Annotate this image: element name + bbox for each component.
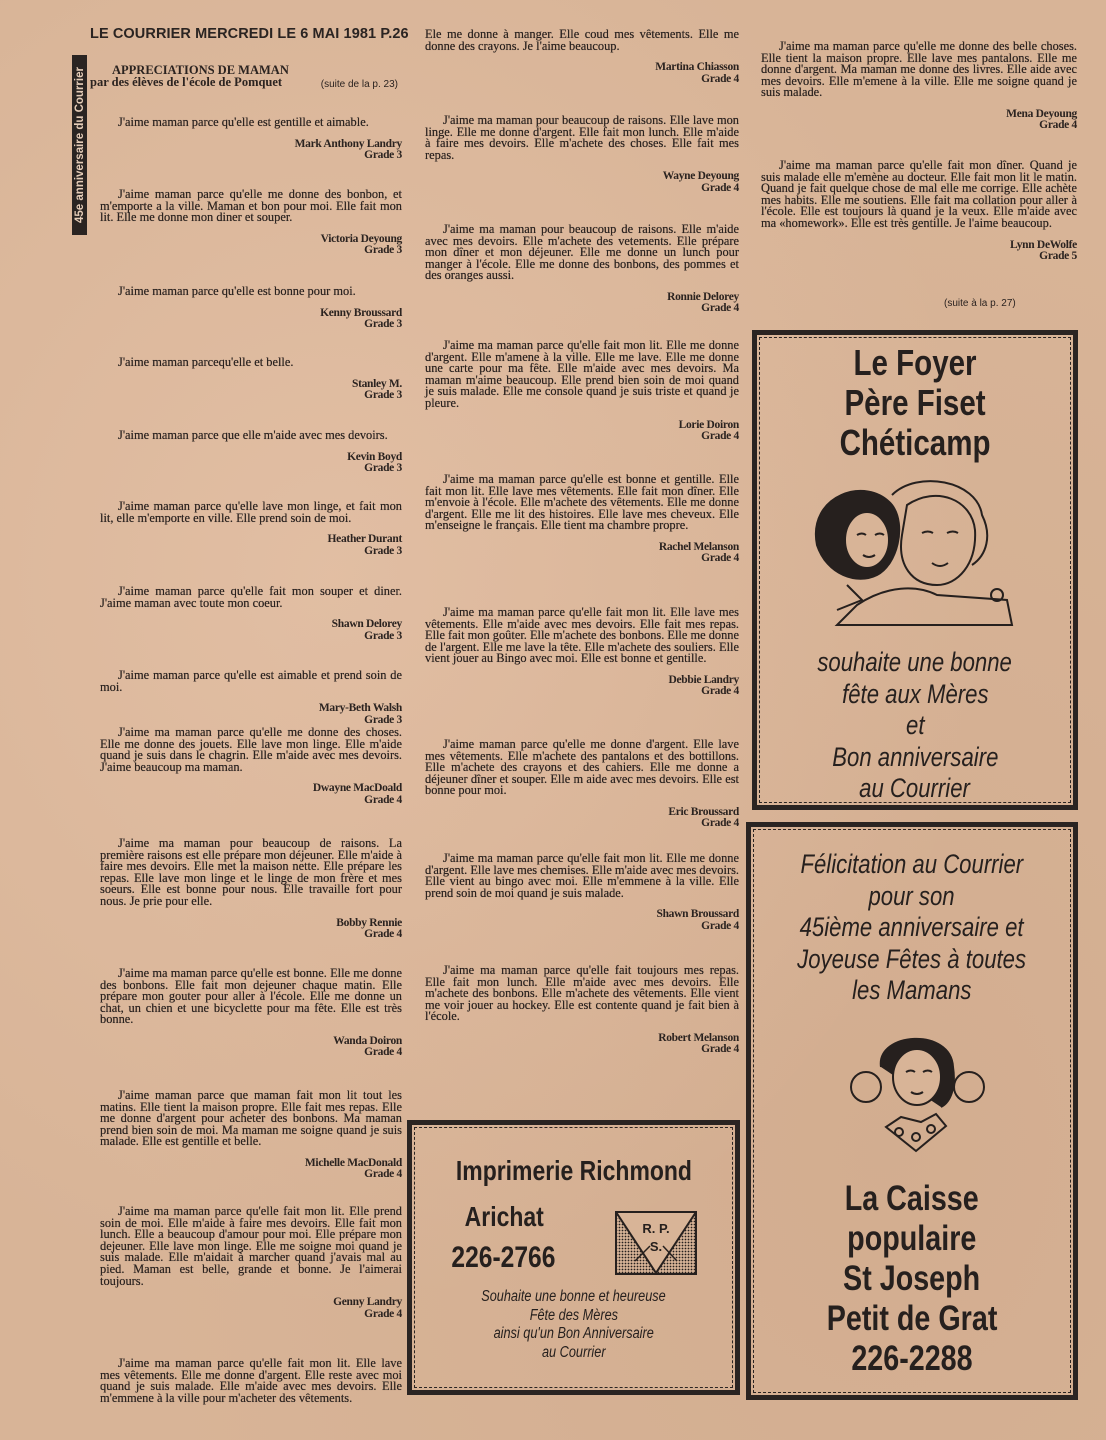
caisse-phone: 226-2288 [851, 1339, 973, 1378]
student-name: Victoria Deyoung [320, 232, 402, 245]
foyer-message-line: et [905, 710, 925, 740]
letter-signature [100, 379, 402, 402]
letter-entry [100, 286, 402, 331]
letter-entry [100, 1358, 402, 1404]
letter-signature [425, 171, 739, 194]
student-name: Stanley M. [351, 377, 402, 390]
letter-text: J'aime maman parce qu'elle me donne des bonbon, et m'emporte a la ville. Maman et bon pour moi. Elle fait mon lit. Elle me donne mon diner et souper. [100, 187, 402, 225]
ad-caisse-populaire [746, 822, 1078, 1400]
student-name: Heather Durant [327, 533, 402, 546]
student-name: Shawn Delorey [331, 618, 402, 631]
letter-signature [100, 918, 402, 941]
letter-entry [425, 115, 739, 194]
letter-entry [100, 501, 402, 557]
letter-signature [425, 62, 739, 85]
letter-text: J'aime maman parcequ'elle et belle. [118, 355, 294, 369]
student-grade: Grade 4 [364, 1307, 402, 1320]
student-grade: Grade 4 [701, 552, 739, 565]
student-grade: Grade 4 [364, 928, 402, 941]
student-grade: Grade 3 [364, 389, 402, 402]
letter-signature [425, 420, 739, 443]
letter-text: J'aime maman parce que elle m'aide avec mes devoirs. [118, 428, 388, 442]
caisse-name-line: St Joseph [843, 1259, 981, 1298]
student-grade: Grade 4 [701, 181, 739, 194]
letter-text: J'aime ma maman parce qu'elle fait mon lit. Elle me donne d'argent. Elle m'amene à la ville. Elle me lave. Elle me donne une carte pour ma fête. Elle m'aide avec mes devoirs. Ma maman m'aime beaucoup. Elle prend bien soin de moi quand je suis malade. Elle me console quand je suis triste et quand je pleure. [425, 338, 739, 410]
letter-entry [100, 1206, 402, 1320]
foyer-message-line: fête aux Mères [841, 678, 989, 709]
foyer-title [757, 343, 1073, 463]
letter-signature [100, 703, 402, 726]
student-grade: Grade 4 [364, 793, 402, 806]
letter-text: J'aime ma maman parce qu'elle est bonne. Elle me donne des bonbons. Elle fait mon dejeuner chaque matin. Elle prépare mon gouter pour aller à l'école. Elle me donne un chat, un chien et une bicyclette pour ma fête. Elle est très bonne. [100, 966, 402, 1027]
letter-text: J'aime maman parce qu'elle me donne d'argent. Elle lave mes vêtements. Elle m'achete des pantalons et des bottillons. Elle m'achete des crayons et des cahiers. Elle me donne a déjeuner dîner et souper. Elle m aide avec mes devoirs. Elle est bonne pour moi. [425, 737, 739, 798]
student-name: Lorie Doiron [678, 418, 739, 431]
imprimerie-message-line: Fête des Mères [529, 1306, 618, 1324]
letter-signature [100, 308, 402, 331]
student-name: Wanda Doiron [333, 1034, 402, 1047]
letter-signature [100, 139, 402, 162]
letter-entry [100, 117, 402, 162]
foyer-message [757, 647, 1073, 805]
student-name: Debbie Landry [668, 673, 739, 686]
student-grade: Grade 4 [364, 1168, 402, 1181]
student-grade: Grade 4 [701, 72, 739, 85]
student-name: Eric Broussard [668, 805, 739, 818]
letter-signature [425, 909, 739, 932]
caisse-message-line: 45ième anniversaire et [800, 912, 1024, 942]
caisse-name-line: populaire [847, 1219, 977, 1258]
student-grade: Grade 3 [364, 544, 402, 557]
letter-text: J'aime ma maman pour beaucoup de raisons. Elle m'aide avec mes devoirs. Elle m'achete des vetements. Elle prépare mon dîner et mon déjeuner. Elle me donne un lunch pour manger à l'école. Elle me donne des bonbons, des pommes et des oranges aussi. [425, 222, 739, 283]
student-grade: Grade 3 [364, 149, 402, 162]
letter-text: J'aime maman parce qu'elle est gentille et aimable. [118, 115, 369, 129]
imprimerie-name: Imprimerie Richmond [455, 1155, 692, 1186]
rps-logo [615, 1211, 697, 1275]
caisse-message-line: les Mamans [852, 975, 972, 1005]
letter-entry [425, 853, 739, 932]
letter-entry [761, 160, 1077, 263]
letter-entry [425, 340, 739, 443]
student-grade: Grade 4 [701, 1043, 739, 1056]
letter-text: J'aime maman parce qu'elle fait mon souper et diner. J'aime maman avec toute mon coeur. [100, 584, 402, 610]
letter-text: J'aime ma maman pour beaucoup de raisons. La première raisons est elle prépare mon déjeuner. Elle m'aide à faire mes devoirs. Elle met la maison nette. Elle prépare les repas. Elle lave mon linge et le linge de mon frère et mes soeurs. Elle est bonne pour nous. Elle travaille fort pour nous. Je prie pour elle. [100, 836, 402, 908]
letter-entry [100, 189, 402, 257]
continued-to: (suite à la p. 27) [944, 298, 1016, 309]
imprimerie-message-line: au Courrier [541, 1343, 606, 1361]
caisse-message [751, 849, 1073, 1007]
masthead: LE COURRIER MERCREDI LE 6 MAI 1981 P.26 [90, 26, 409, 42]
letter-signature [425, 807, 739, 830]
letter-text: J'aime ma maman parce qu'elle fait mon lit. Elle prend soin de moi. Elle m'aide à faire mes devoirs. Elle fait mon lunch. Elle a beaucoup d'amour pour moi. Elle prépare mon dejeuner. Elle lave mon linge. Elle me soigne moi quand je suis malade. Elle m'aidait à marcher quand j'avais mal au pied. Maman est belle, grande et bonne. Je l'aimerai toujours. [100, 1204, 402, 1288]
letter-entry [425, 29, 739, 85]
letter-text: J'aime ma maman parce qu'elle est bonne et gentille. Elle fait mon lit. Elle lave mes vêtements. Elle fait mon dîner. Elle m'envoie à l'école. Elle m'achete des vêtements. Elle me donne d'argent. Elle me lit des histoires. Elle lave mes cheveux. Elle m'enseigne le français. Elle tient ma chambre propre. [425, 472, 739, 533]
ad-le-foyer [752, 330, 1078, 810]
letter-entry [761, 41, 1077, 132]
caisse-name-line: La Caisse [844, 1179, 980, 1218]
letter-signature [100, 1297, 402, 1320]
letter-signature [425, 675, 739, 698]
continued-from: (suite de la p. 23) [320, 79, 398, 90]
caisse-message-line: Félicitation au Courrier [800, 849, 1024, 879]
foyer-message-line: au Courrier [859, 773, 971, 803]
letter-entry [100, 1090, 402, 1181]
letter-entry [425, 224, 739, 315]
letter-text: J'aime maman parce qu'elle est aimable et prend soin de moi. [100, 668, 402, 694]
student-grade: Grade 3 [364, 244, 402, 257]
article-heading [90, 64, 410, 88]
student-grade: Grade 3 [364, 713, 402, 726]
student-name: Lynn DeWolfe [1009, 238, 1077, 251]
letter-text: J'aime ma maman pour beaucoup de raisons. Elle lave mon linge. Elle me donne d'argent. Elle fait mon lunch. Elle m'aide à faire mes devoirs. Elle m'achete des choses. Elle fait mes repas. [425, 113, 739, 162]
foyer-title-line: Père Fiset [844, 382, 986, 423]
caisse-message-line: pour son [868, 880, 956, 911]
student-grade: Grade 4 [701, 919, 739, 932]
ad-imprimerie-richmond [407, 1120, 740, 1395]
foyer-title-line: Chéticamp [839, 422, 991, 463]
imprimerie-phone: 226-2766 [451, 1241, 556, 1274]
letter-entry [425, 965, 739, 1056]
letter-entry [425, 607, 739, 698]
letter-entry [425, 474, 739, 565]
svg-text:S.: S. [649, 1239, 663, 1254]
letter-text: J'aime ma maman parce qu'elle fait mon lit. Elle me donne d'argent. Elle lave mes chemises. Elle m'aide avec mes devoirs. Elle vient au bingo avec moi. Elle m'emmene à la ville. Elle prend soin de moi quand je suis malade. [425, 851, 739, 900]
student-grade: Grade 4 [701, 817, 739, 830]
foyer-title-line: Le Foyer [853, 342, 977, 383]
student-grade: Grade 3 [364, 629, 402, 642]
student-name: Mary-Beth Walsh [318, 702, 402, 715]
letter-signature [100, 534, 402, 557]
student-grade: Grade 3 [364, 462, 402, 475]
letter-text: Ele me donne à manger. Elle coud mes vêtements. Elle me donne des crayons. Je l'aime beaucoup. [425, 27, 739, 53]
svg-text:R. P.: R. P. [642, 1221, 670, 1236]
letter-signature [761, 240, 1077, 263]
student-name: Robert Melanson [658, 1031, 739, 1044]
letter-text: J'aime ma maman parce qu'elle fait toujours mes repas. Elle fait mon lunch. Elle m'aide avec mes devoirs. Elle m'achete des bonbons. Elle m'achete des vêtements. Elle vient me voir jouer au hockey. Elle est contente quand je fait bien à l'école. [425, 963, 739, 1024]
letter-signature [761, 109, 1077, 132]
student-grade: Grade 4 [701, 302, 739, 315]
student-grade: Grade 5 [1039, 250, 1077, 263]
mother-flowers-illustration [841, 1027, 991, 1157]
student-name: Dwayne MacDoald [312, 782, 402, 795]
student-grade: Grade 4 [364, 1046, 402, 1059]
letter-entry [100, 838, 402, 941]
letter-signature [425, 1033, 739, 1056]
letter-entry [425, 739, 739, 830]
foyer-message-line: Bon anniversaire [831, 741, 999, 772]
student-name: Shawn Broussard [656, 908, 739, 921]
student-name: Michelle MacDonald [304, 1156, 402, 1169]
letter-signature [425, 542, 739, 565]
side-tab-label: 45e anniversaire du Courrier [73, 67, 86, 223]
anniversary-side-tab [72, 55, 87, 235]
letter-signature [425, 292, 739, 315]
letter-text: J'aime ma maman parce qu'elle fait mon lit. Elle lave mes vêtements. Elle m'aide avec mes devoirs. Elle fait mes repas. Elle fait mon goûter. Elle m'achete des bonbons. Elle me donne de l'argent. Elle me lave la tête. Elle m'achete des souliers. Elle vient jouer au Bingo avec moi. Elle est bonne et gentille. [425, 605, 739, 666]
student-name: Mark Anthony Landry [294, 137, 402, 150]
caisse-name-line: Petit de Grat [826, 1299, 998, 1338]
letter-entry [100, 586, 402, 642]
student-name: Wayne Deyoung [662, 170, 739, 183]
letter-entry [100, 670, 402, 726]
letter-entry [100, 357, 402, 402]
letter-text: J'aime ma maman parce qu'elle me donne des belle choses. Elle tient la maison propre. Elle lave mes pantalons. Elle me donne d'argent. Ma maman me donne des livres. Elle aide avec mes devoirs. Elle m'emene à la ville. Elle me soigne quand je suis malade. [761, 39, 1077, 100]
mother-daughter-illustration [797, 475, 1037, 635]
letter-entry [100, 430, 402, 475]
imprimerie-message-line: ainsi qu'un Bon Anniversaire [493, 1325, 654, 1342]
letter-text: J'aime maman parce qu'elle lave mon linge, et fait mon lit, elle m'emporte en ville. Elle prend soin de moi. [100, 499, 402, 525]
imprimerie-message-line: Souhaite une bonne et heureuse [481, 1288, 666, 1305]
article-title: APPRECIATIONS DE MAMAN [112, 63, 289, 77]
letter-entry [100, 727, 402, 806]
foyer-message-line: souhaite une bonne [817, 647, 1013, 677]
student-grade: Grade 4 [701, 685, 739, 698]
student-name: Bobby Rennie [336, 916, 402, 929]
student-grade: Grade 4 [1039, 119, 1077, 132]
letter-text: J'aime ma maman parce qu'elle me donne des choses. Elle me donne des jouets. Elle lave mon linge. Elle m'aide quand je suis dans le chagrin. Elle m'aide avec mes devoirs. J'aime beaucoup ma maman. [100, 725, 402, 774]
imprimerie-city: Arichat [464, 1201, 544, 1232]
letter-text: J'aime maman parce qu'elle est bonne pour moi. [118, 284, 356, 298]
letter-entry [100, 968, 402, 1059]
caisse-name [751, 1179, 1073, 1379]
letter-signature [100, 1158, 402, 1181]
letter-signature [100, 234, 402, 257]
letter-signature [100, 783, 402, 806]
student-name: Mena Deyoung [1006, 107, 1077, 120]
student-name: Kenny Broussard [320, 306, 402, 319]
student-name: Genny Landry [333, 1296, 402, 1309]
letter-text: J'aime maman parce que maman fait mon lit tout les matins. Elle tient la maison propre. Elle fait mes repas. Elle me donne d'argent pour acheter des bonbons. Ma maman prend bien soin de moi. Ma maman me soigne quand je suis malade. Elle est gentille et belle. [100, 1088, 402, 1149]
letter-signature [100, 619, 402, 642]
letter-signature [100, 1036, 402, 1059]
letter-text: J'aime ma maman parce qu'elle fait mon lit. Elle lave mes vêtements. Elle me donne d'argent. Elle reste avec moi quand je suis malade. Elle m'aide avec mes devoirs. Elle m'emmene à la ville pour m'acheter des vêtements. [100, 1356, 402, 1405]
student-grade: Grade 3 [364, 318, 402, 331]
student-name: Ronnie Delorey [667, 290, 739, 303]
letter-signature [100, 452, 402, 475]
student-name: Rachel Melanson [658, 540, 739, 553]
letter-text: J'aime ma maman parce qu'elle fait mon dîner. Quand je suis malade elle m'emène au docteur. Elle fait mon lit le matin. Quand je fait quelque chose de mal elle me corrige. Elle achète mes habits. Elle me soutiens. Elle fait ma collation pour aller à l'école. Elle est toujours là quand je la veux. Elle m'aide avec ma «homework». Elle est très gentille. Je l'aime beaucoup. [761, 158, 1077, 230]
imprimerie-message [412, 1288, 735, 1362]
student-name: Martina Chiasson [655, 61, 739, 74]
student-name: Kevin Boyd [347, 450, 402, 463]
caisse-message-line: Joyeuse Fêtes à toutes [797, 943, 1027, 974]
article-subtitle: par des élèves de l'école de Pomquet [90, 75, 283, 89]
student-grade: Grade 4 [701, 430, 739, 443]
